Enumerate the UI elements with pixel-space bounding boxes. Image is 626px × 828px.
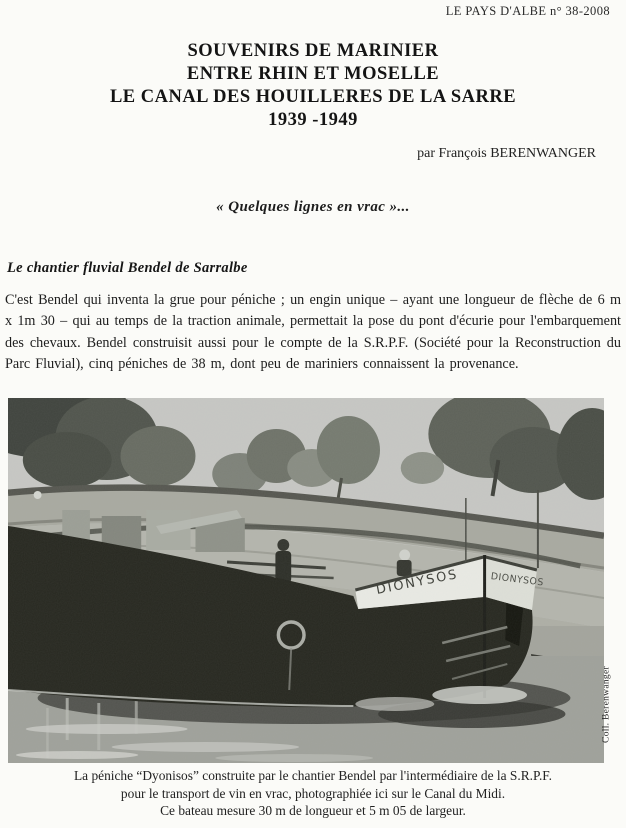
byline: par François BERENWANGER	[417, 146, 596, 161]
section-heading: Le chantier fluvial Bendel de Sarralbe	[7, 260, 248, 276]
barge-photo	[8, 398, 604, 763]
journal-header: LE PAYS D'ALBE n° 38-2008	[445, 4, 610, 18]
barge-photo-illustration	[8, 398, 604, 763]
caption-line-2: pour le transport de vin en vrac, photographiée ici sur le Canal du Midi.	[120, 785, 506, 801]
title-line-4: 1939 -1949	[268, 110, 358, 130]
pull-quote: « Quelques lignes en vrac »...	[216, 199, 410, 215]
caption-line-3: Ce bateau mesure 30 m de longueur et 5 m 05 de largeur.	[160, 803, 466, 819]
title-line-1: SOUVENIRS DE MARINIER	[187, 41, 439, 61]
article-title	[0, 40, 626, 132]
body-paragraph: C'est Bendel qui inventa la grue pour péniche ; un engin unique – ayant une longueur de flèche de 6 m x 1m 30 – qui au temps de la traction animale, permettait la pose du pont d'écurie pour l'embarquement des chevaux. Bendel construisit aussi pour le compte de la S.R.P.F. (Société pour la Reconstruction du Parc Fluvial), cinq péniches de 38 m, dont peu de mariniers connaissent la provenance.	[5, 292, 621, 373]
caption-line-1: La péniche “Dyonisos” construite par le chantier Bendel par l'intermédiaire de la S.R.P.F.	[73, 768, 553, 783]
photo-grain	[8, 398, 604, 763]
photo-caption	[0, 767, 626, 820]
title-line-3: LE CANAL DES HOUILLERES DE LA SARRE	[109, 87, 517, 107]
photo-credit: Coll. Berenwanger	[601, 666, 612, 743]
title-line-2: ENTRE RHIN ET MOSELLE	[186, 64, 440, 84]
